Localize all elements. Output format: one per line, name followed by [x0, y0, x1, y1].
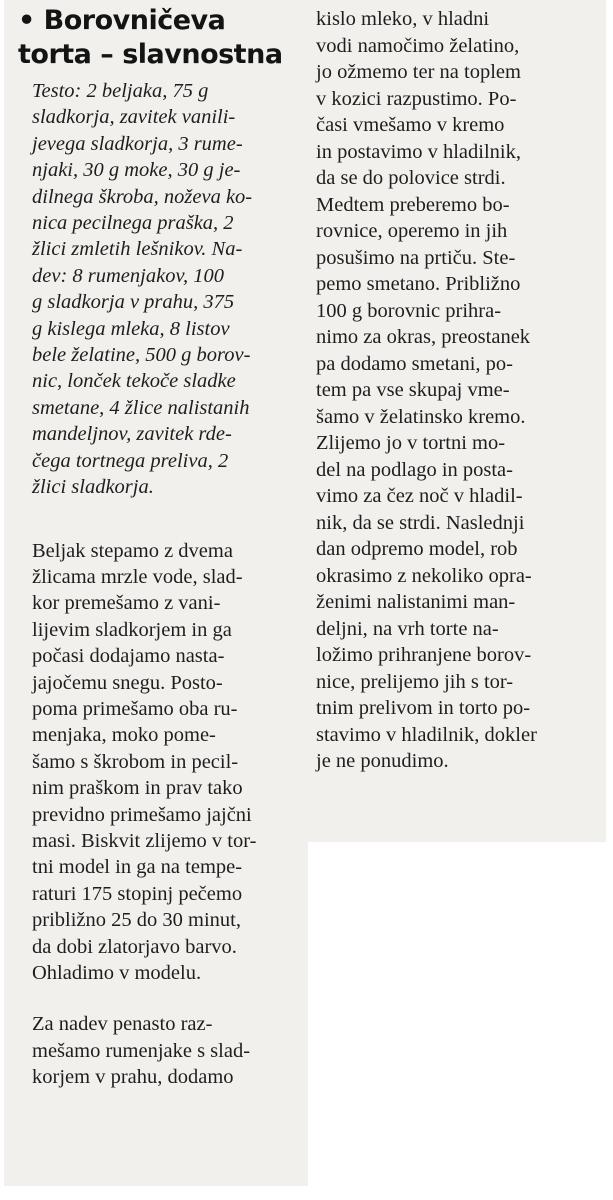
- text-line: nice, prelijemo jih s tor-: [316, 670, 514, 693]
- text-line: korjem v prahu, dodamo: [32, 1066, 234, 1089]
- text-line: nik, da se strdi. Naslednji: [316, 511, 525, 534]
- title-line: torta – slavnostna: [18, 39, 283, 70]
- text-line: lijevim sladkorjem in ga: [32, 618, 232, 641]
- text-line: ložimo prihranjene borov-: [316, 644, 532, 666]
- text-line: je ne ponudimo.: [316, 750, 449, 772]
- text-line: Ohladimo v modelu.: [32, 962, 202, 984]
- text-line: jo ožmemo ter na toplem: [316, 61, 521, 83]
- text-line: žlicama mrzle vode, slad-: [32, 565, 243, 588]
- paragraph-filling-continued: [316, 6, 601, 775]
- text-line: mandeljnov, zavitek rde-: [32, 423, 232, 446]
- text-line: sladkorja, zavitek vanili-: [32, 106, 236, 129]
- text-line: poma primešamo oba ru-: [32, 697, 238, 720]
- title-line: • Borovničeva: [18, 5, 226, 36]
- text-line: Za nadev penasto raz-: [32, 1013, 213, 1036]
- right-column: [316, 6, 601, 775]
- text-line: časi vmešamo v kremo: [316, 114, 505, 136]
- text-line: šamo v želatinsko kremo.: [316, 405, 526, 428]
- text-line: masi. Biskvit zlijemo v tor-: [32, 829, 257, 852]
- recipe-title: [18, 4, 298, 72]
- text-line: vimo za čez noč v hladil-: [316, 485, 523, 507]
- text-line: tnim prelivom in torto po-: [316, 697, 531, 719]
- ingredients-list: [18, 78, 298, 501]
- text-line: bele želatine, 500 g borov-: [32, 344, 251, 367]
- text-line: jevega sladkorja, 3 rume-: [32, 132, 243, 155]
- text-line: nimo za okras, preostanek: [316, 326, 531, 348]
- text-line: Beljak stepamo z dvema: [32, 539, 233, 562]
- paragraph-filling: [18, 1011, 298, 1090]
- text-line: Zlijemo jo v tortni mo-: [316, 432, 506, 454]
- text-line: njaki, 30 g moke, 30 g je-: [32, 159, 241, 182]
- text-line: počasi dodajamo nasta-: [32, 645, 225, 668]
- text-line: žlici zmletih lešnikov. Na-: [32, 238, 243, 261]
- text-line: pa dodamo smetani, po-: [316, 352, 513, 375]
- left-column: [18, 4, 298, 1091]
- text-line: del na podlago in posta-: [316, 458, 513, 481]
- text-line: žlici sladkorja.: [32, 476, 154, 499]
- text-line: dilnega škroba, noževa ko-: [32, 185, 253, 208]
- text-line: smetane, 4 žlice nalistanih: [32, 396, 250, 419]
- text-line: tem pa vse skupaj vme-: [316, 379, 510, 401]
- text-line: približno 25 do 30 minut,: [32, 909, 241, 932]
- text-line: nica pecilnega praška, 2: [32, 212, 234, 235]
- text-line: deljni, na vrh torte na-: [316, 617, 499, 640]
- text-line: pemo smetano. Približno: [316, 273, 521, 295]
- text-line: okrasimo z nekoliko opra-: [316, 564, 532, 587]
- text-line: kor premešamo z vani-: [32, 592, 221, 615]
- text-line: vodi namočimo želatino,: [316, 34, 520, 57]
- text-line: mešamo rumenjake s slad-: [32, 1039, 251, 1062]
- text-line: da dobi zlatorjavo barvo.: [32, 935, 237, 958]
- text-line: Testo: 2 beljaka, 75 g: [32, 80, 209, 102]
- text-line: rovnice, operemo in jih: [316, 220, 508, 242]
- text-line: raturi 175 stopinj pečemo: [32, 882, 243, 905]
- text-line: in postavimo v hladilnik,: [316, 140, 521, 163]
- text-line: da se do polovice strdi.: [316, 167, 506, 189]
- text-line: jajočemu snegu. Posto-: [32, 671, 223, 694]
- text-line: posušimo na prtiču. Ste-: [316, 246, 516, 269]
- text-line: tni model in ga na tempe-: [32, 856, 243, 879]
- paragraph-biscuit: [18, 538, 298, 987]
- text-line: stavimo v hladilnik, dokler: [316, 723, 537, 746]
- text-line: previdno primešamo jajčni: [32, 803, 252, 826]
- text-line: g sladkorja v prahu, 375: [32, 291, 235, 314]
- text-line: dev: 8 rumenjakov, 100: [32, 264, 225, 287]
- text-line: 100 g borovnic prihra-: [316, 299, 502, 322]
- text-line: nic, lonček tekoče sladke: [32, 370, 236, 393]
- text-line: čega tortnega preliva, 2: [32, 449, 229, 472]
- text-line: šamo s škrobom in pecil-: [32, 750, 239, 773]
- text-line: dan odpremo model, rob: [316, 538, 518, 560]
- text-line: ženimi nalistanimi man-: [316, 591, 516, 613]
- text-line: kislo mleko, v hladni: [316, 8, 490, 30]
- text-line: v kozici razpustimo. Po-: [316, 87, 517, 110]
- text-line: Medtem preberemo bo-: [316, 193, 510, 216]
- text-line: nim praškom in prav tako: [32, 777, 243, 800]
- text-line: menjaka, moko pome-: [32, 724, 216, 747]
- text-line: g kislega mleka, 8 listov: [32, 317, 230, 340]
